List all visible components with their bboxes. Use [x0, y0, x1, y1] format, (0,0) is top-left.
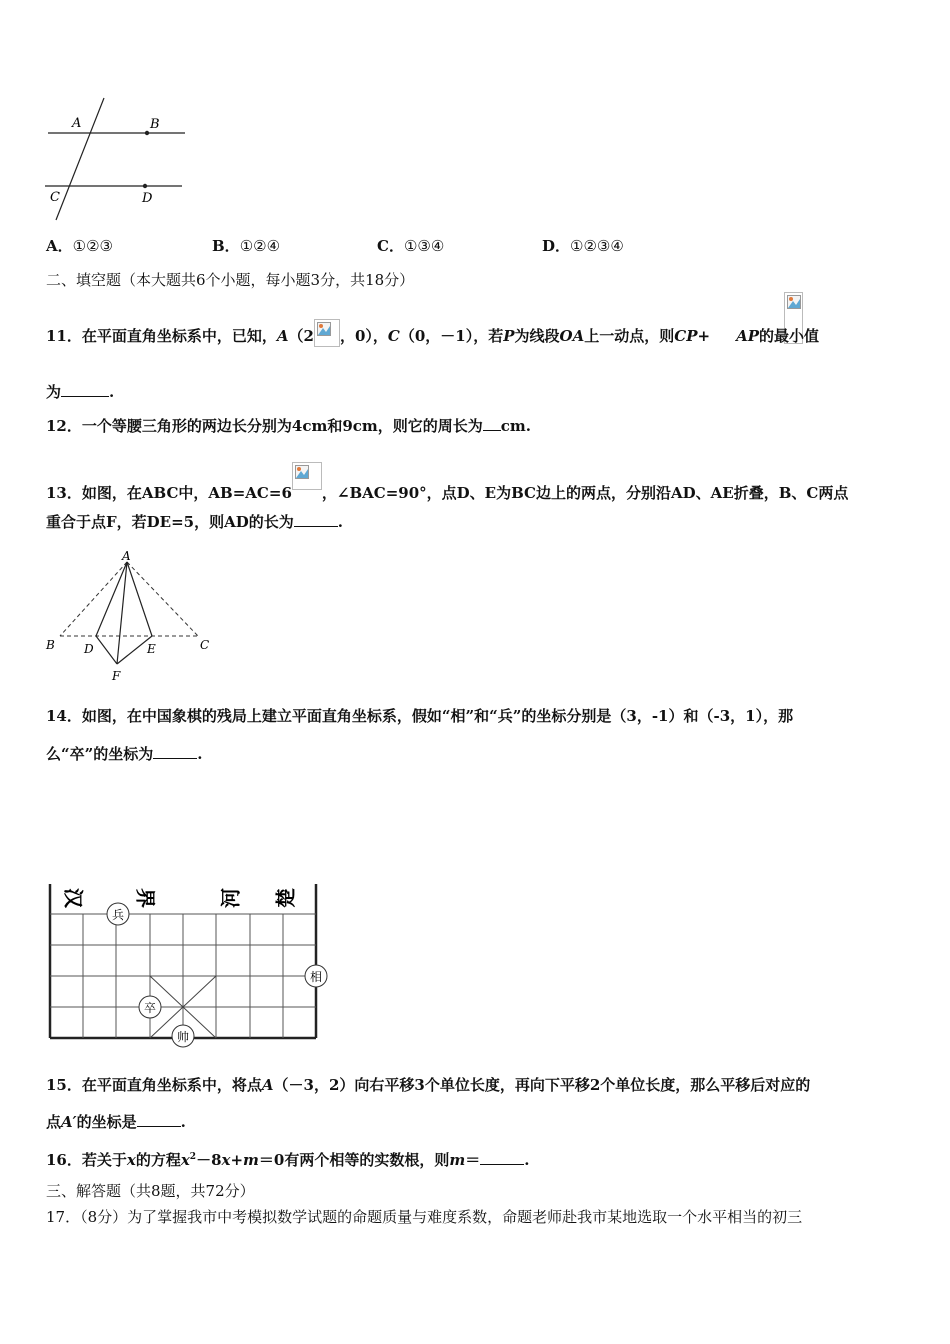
label-d: D [84, 642, 94, 656]
q16-text-4: + [230, 1151, 244, 1169]
choice-c [377, 236, 444, 256]
q11-text-2: （2 [288, 327, 314, 345]
q14-line2-text: 么“卒”的坐标为 [46, 745, 154, 763]
piece-xiang-label: 相 [309, 970, 323, 984]
q15-point-a-prime: A′ [61, 1113, 77, 1131]
piece-shuai [172, 1025, 194, 1047]
q11-text-6: 上一动点，则 [584, 327, 675, 345]
q16-var-x-squared: x [180, 1151, 190, 1169]
q16-text-2: 的方程 [135, 1151, 181, 1169]
choice-a-letter: A． [46, 237, 73, 255]
q11-point-c: C [387, 327, 400, 345]
q12-text: 12．一个等腰三角形的两边长分别为4cm和9cm，则它的周长为 [46, 417, 483, 435]
q16-end: . [524, 1151, 530, 1169]
broken-image-icon [292, 462, 322, 490]
point-b [145, 131, 149, 135]
question-11-line-2 [46, 382, 114, 402]
segment-ad [96, 562, 127, 636]
piece-bing-label: 兵 [111, 908, 125, 922]
parallel-lines-figure [40, 95, 190, 225]
label-f: F [112, 669, 121, 683]
question-15-line-2 [46, 1112, 186, 1132]
q16-text-6: ＝ [465, 1151, 481, 1169]
question-13-line-2 [46, 512, 343, 532]
river-text-he: 河 [218, 888, 243, 908]
q16-text-3: －8 [196, 1151, 222, 1169]
river-text-han: 汉 [61, 888, 86, 908]
choice-b-text: ①②④ [239, 237, 281, 255]
question-11 [46, 319, 819, 347]
choice-a [46, 236, 113, 256]
question-14: 14．如图，在中国象棋的残局上建立平面直角坐标系，假如“相”和“兵”的坐标分别是（3，-1）和（-3，1），那 [46, 707, 794, 725]
q11-end: . [109, 383, 115, 401]
q11-segment-oa: OA [559, 327, 585, 345]
q15-point-a: A [261, 1076, 274, 1094]
q11-text-7: 的最小值 [758, 327, 819, 345]
label-d: D [142, 191, 153, 206]
q11-point-a: A [276, 327, 289, 345]
question-14-line-2 [46, 744, 203, 764]
choice-d-letter: D． [542, 237, 571, 255]
river-text-jie: 界 [133, 888, 158, 908]
answer-blank [483, 416, 501, 431]
q15-text-1: 15．在平面直角坐标系中，将点 [46, 1076, 262, 1094]
q16-var-x-linear: x [221, 1151, 231, 1169]
q11-text-4: （0，－1），若 [399, 327, 504, 345]
q13-line2-text: 重合于点F，若DE=5，则AD的长为 [46, 513, 294, 531]
piece-bing [107, 903, 129, 925]
dashed-ac [127, 562, 198, 636]
triangle-fold-figure [44, 550, 216, 685]
choice-c-text: ①③④ [403, 237, 445, 255]
question-16 [46, 1147, 529, 1170]
question-12 [46, 416, 531, 436]
q13-text-1: 13．如图，在ABC中，AB=AC=6 [46, 484, 292, 502]
answer-blank [153, 744, 197, 759]
piece-xiang [305, 965, 327, 987]
dashed-ab [60, 562, 127, 636]
q14-end: . [197, 745, 203, 763]
q12-end: cm. [500, 417, 531, 435]
q16-var-x: x [126, 1151, 136, 1169]
q16-var-m: m [243, 1151, 259, 1169]
answer-blank [137, 1112, 181, 1127]
label-a: A [122, 550, 131, 563]
q15-line2-text-1: 点 [46, 1113, 62, 1131]
piece-zu-label: 卒 [143, 1001, 157, 1015]
piece-shuai-label: 帅 [176, 1030, 190, 1044]
choice-b-letter: B． [212, 237, 240, 255]
label-c: C [50, 190, 60, 205]
segment-df [96, 636, 117, 664]
broken-image-icon [314, 319, 340, 347]
image-placeholder-icon [317, 322, 331, 336]
choice-a-text: ①②③ [72, 237, 113, 255]
image-placeholder-icon [787, 295, 801, 309]
label-b: B [46, 638, 55, 652]
q11-ap: AP [736, 327, 759, 345]
q15-text-2: （－3，2）向右平移3个单位长度，再向下平移2个单位长度，那么平移后对应的 [273, 1076, 811, 1094]
section-2-header: 二、填空题（本大题共6个小题，每小题3分，共18分） [46, 271, 415, 289]
choice-d-text: ①②③④ [570, 237, 624, 255]
q13-end: . [337, 513, 343, 531]
q11-cp: CP+ [674, 327, 711, 345]
q16-exponent: 2 [189, 1152, 197, 1162]
q11-line2-text: 为 [46, 383, 62, 401]
question-15 [46, 1075, 810, 1095]
answer-blank [480, 1150, 524, 1165]
segment-ae [127, 562, 152, 636]
answer-blank [61, 382, 109, 397]
question-13 [46, 462, 848, 503]
q11-text-5: 为线段 [514, 327, 560, 345]
segment-af [117, 562, 127, 664]
label-a: A [72, 116, 82, 131]
answer-blank [294, 512, 338, 527]
label-e: E [147, 642, 156, 656]
section-3-header: 三、解答题（共8题，共72分） [46, 1182, 255, 1200]
river-text-chu: 楚 [273, 888, 298, 908]
q11-text-3: ，0）， [339, 327, 388, 345]
point-d [143, 184, 147, 188]
q11-point-p: P [503, 327, 515, 345]
q15-end: . [180, 1113, 186, 1131]
q16-var-m-answer: m [449, 1151, 466, 1169]
piece-zu [139, 996, 161, 1018]
question-17: 17．（8分）为了掌握我市中考模拟数学试题的命题质量与难度系数，命题老师赴我市某地选取一个水平相当的初三 [46, 1208, 803, 1226]
choice-d [542, 236, 624, 256]
q15-line2-text-2: 的坐标是 [76, 1113, 137, 1131]
q16-text-1: 16．若关于 [46, 1151, 127, 1169]
label-c: C [200, 638, 210, 652]
q16-text-5: ＝0有两个相等的实数根，则 [258, 1151, 450, 1169]
q13-text-2: ，∠BAC=90°，点D、E为BC边上的两点，分别沿AD、AE折叠，B、C两点 [321, 484, 849, 502]
q11-text-1: 11．在平面直角坐标系中，已知， [46, 327, 277, 345]
label-b: B [150, 117, 160, 132]
image-placeholder-icon [295, 465, 309, 479]
chess-board-figure [44, 880, 334, 1048]
choice-c-letter: C． [377, 237, 404, 255]
choice-b [212, 236, 280, 256]
